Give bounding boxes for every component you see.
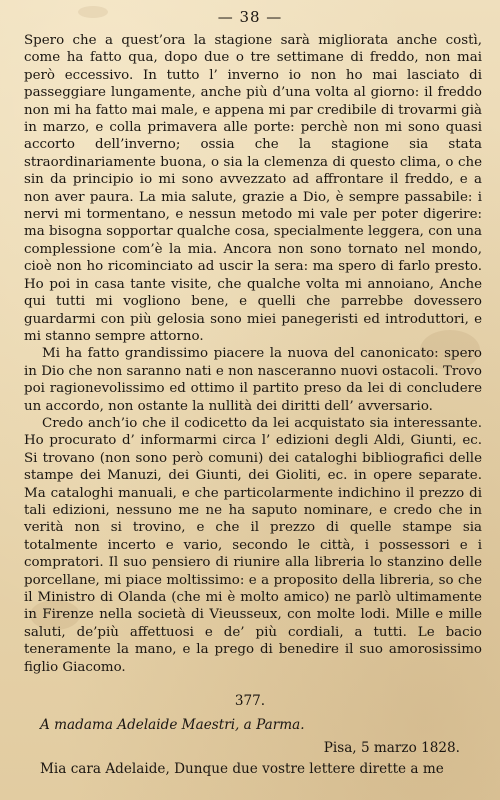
page-number-header: — 38 — — [217, 8, 283, 26]
letter-dateline: Pisa, 5 marzo 1828. — [323, 740, 460, 756]
letter-number: 377. — [234, 693, 266, 709]
paragraph: Mi ha fatto grandissimo piacere la nuova del canonicato: spero in Dio che non saranno nati e non nasceranno nuovi ostacoli. Trovo poi ragionevolissimo ed ottimo il partito preso da lei di concludere un accordo, non ostante la nullità dei diritti dell’ avversario. — [24, 346, 482, 414]
paragraph: Credo anch’io che il codicetto da lei acquistato sia interessante. Ho procurato d’ informarmi circa l’ edizioni degli Aldi, Giunti, ec. Si trovano (non sono però comuni) dei cataloghi bibliografici delle stampe dei Manuzi, dei Giunti, dei Gioliti, ec. in opere separate. Ma cataloghi manuali, e che particolarmente indichino il prezzo di tali edizioni, nessuno me ne ha saputo nominare, e credo che in verità non si trovino, e che il prezzo di quelle stampe sia totalmente incerto e vario, secondo le città, i possessori e i compratori. Il suo pensiero di riunire alla libreria lo stanzino delle porcellane, mi piace moltissimo: e a proposito della libreria, so che il Ministro di Olanda (che mi è molto amico) ne parlò ultimamente in Firenze nella società di Vieusseux, con molte lodi. Mille e mille saluti, de’più affettuosi e de’ più cordiali, a tutti. Le bacio teneramente la mano, e la prego di benedire il suo amorosissimo figlio Giacomo. — [24, 415, 482, 675]
letter-recipient: A madama Adelaide Maestri, a Parma. — [40, 717, 305, 733]
paragraph: Spero che a quest’ora la stagione sarà migliorata anche costì, come ha fatto qua, dopo due o tre settimane di freddo, non mai però eccessivo. In tutto l’ inverno io non ho mai lasciato di passeggiare lungamente, anche più d’una volta al giorno: il freddo non mi ha fatto mai male, e appena mi par credibile di trovarmi già in marzo, e colla primavera alle porte: perchè non mi sono quasi accorto dell’inverno; ossia che la stagione sia stata straordinariamente buona, o sia la clemenza di questo clima, o che sin da principio io mi sono avvezzato ad affrontare il freddo, e a non aver paura. La mia salute, grazie a Dio, è sempre passabile: i nervi mi tormentano, e nessun metodo mi vale per poter digerire: ma bisogna sopportar qualche cosa, specialmente leggera, con una complessione com’è la mia. Ancora non sono tornato nel mondo, cioè non ho ricominciato ad uscir la sera: ma spero di farlo presto. Ho poi in casa tante visite, che qualche volta mi annoiano, Anche qui tutti mi vogliono bene, e quelli che parrebbe dovessero guardarmi con più gelosia sono miei panegeristi ed introduttori, e mi stanno sempre attorno. — [24, 33, 482, 344]
letter-opening: Mia cara Adelaide, Dunque due vostre lettere dirette a me — [40, 761, 444, 777]
letter-body — [24, 32, 482, 676]
